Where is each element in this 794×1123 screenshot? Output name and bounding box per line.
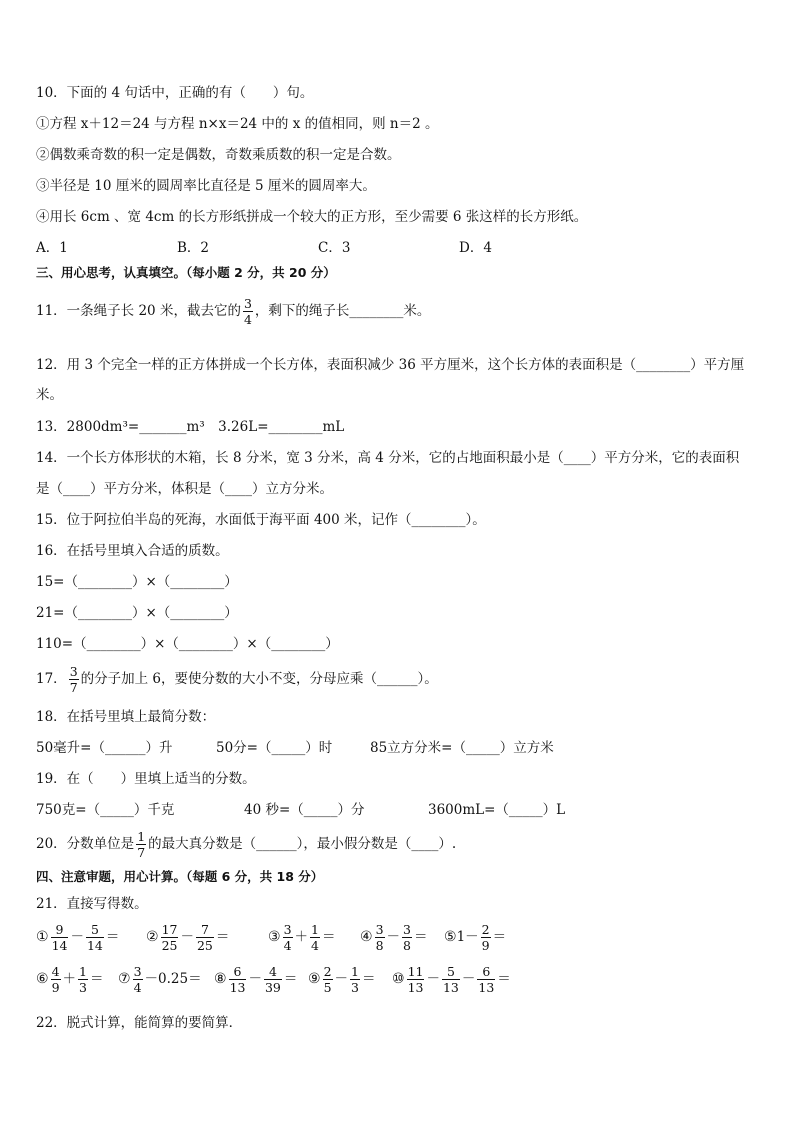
q21-expr-1: ① $\frac{9}{14}$ － $\frac{5}{14}$ ＝ [36,922,120,953]
q10-option-d[interactable]: D．4 [459,240,492,256]
q21-expr-6: ⑥ $\frac{4}{9}$ ＋ $\frac{1}{3}$ ＝ [36,964,104,995]
q21-stem: 21．直接写得数。 [36,896,148,912]
q21-expr-3: ③ $\frac{3}{4}$ ＋ $\frac{1}{4}$ ＝ [268,922,336,953]
q21-expr-8: ⑧ $\frac{6}{13}$ － $\frac{4}{39}$ ＝ [214,964,298,995]
q14-line-2: 是（____）平方分米，体积是（____）立方分米。 [36,481,333,497]
q16-row-1: 15=（________）×（________） [36,574,238,590]
q21-expr-5: ⑤1－ $\frac{2}{9}$ ＝ [444,922,507,953]
q17-pre: 17． [36,671,67,687]
q18-item-3: 85立方分米=（_____）立方米 [370,740,554,756]
q19-item-2: 40 秒=（_____）分 [244,802,365,818]
q18-stem: 18．在括号里填上最简分数： [36,709,216,725]
q17-fraction: $\frac{3}{7}$ [69,664,78,695]
q20-post: 的最大真分数是（______），最小假分数是（____）. [148,836,457,852]
q22: 22．脱式计算，能简算的要简算． [36,1015,243,1031]
q16-row-2: 21=（________）×（________） [36,605,238,621]
q14-line-1: 14．一个长方体形状的木箱，长 8 分米，宽 3 分米，高 4 分米，它的占地面积最小是（____）平方分米，它的表面积 [36,450,740,466]
q18-item-1: 50毫升=（______）升 [36,740,173,756]
q12-line-1: 12．用 3 个完全一样的正方体拼成一个长方体，表面积减少 36 平方厘米，这个长方体的表面积是（________）平方厘 [36,357,745,373]
q11 [36,296,430,327]
q10-statement-2: ②偶数乘奇数的积一定是偶数，奇数乘质数的积一定是合数。 [36,147,401,163]
q11-post: ，剩下的绳子长________米。 [254,303,431,319]
q16-stem: 16．在括号里填入合适的质数。 [36,543,229,559]
q12-line-2: 米。 [36,387,63,403]
q19-items [36,801,565,819]
section-3-heading: 三、用心思考，认真填空。（每小题 2 分，共 20 分） [36,265,336,280]
q10-option-a[interactable]: A．1 [36,240,68,256]
q18-items [36,739,554,757]
q21-expr-10: ⑩ $\frac{11}{13}$ － $\frac{5}{13}$ － $\frac{6}{13}$ ＝ [392,964,511,995]
q10-statement-3: ③半径是 10 厘米的圆周率比直径是 5 厘米的圆周率大。 [36,178,376,194]
q15: 15．位于阿拉伯半岛的死海，水面低于海平面 400 米，记作（________）。 [36,512,486,528]
q10-option-b[interactable]: B．2 [177,240,210,256]
q21-expr-2: ② $\frac{17}{25}$ － $\frac{7}{25}$ ＝ [146,922,230,953]
q20-pre: 20．分数单位是 [36,836,135,852]
q17 [36,664,438,695]
q20-fraction: $\frac{1}{7}$ [137,829,146,860]
q11-pre: 11．一条绳子长 20 米，截去它的 [36,303,241,319]
q13: 13．2800dm³=_______m³ 3.26L=________mL [36,419,345,435]
q10-statement-1: ①方程 x＋12＝24 与方程 n×x＝24 中的 x 的值相同，则 n＝2 。 [36,116,439,132]
q11-fraction: $\frac{3}{4}$ [243,296,252,327]
q21-expr-4: ④ $\frac{3}{8}$ － $\frac{3}{8}$ ＝ [360,922,428,953]
q20 [36,829,456,860]
q17-post: 的分子加上 6，要使分数的大小不变，分母应乘（______）。 [80,671,438,687]
q10-statement-4: ④用长 6cm 、宽 4cm 的长方形纸拼成一个较大的正方形，至少需要 6 张这样的长方形纸。 [36,209,588,225]
q10-options [36,239,600,257]
q21-expr-9: ⑨ $\frac{2}{5}$ － $\frac{1}{3}$ ＝ [308,964,376,995]
q21-expr-7: ⑦ $\frac{3}{4}$ －0.25＝ [118,964,202,995]
section-4-heading: 四、注意审题，用心计算。（每题 6 分，共 18 分） [36,869,324,884]
q10-option-c[interactable]: C．3 [318,240,351,256]
q18-item-2: 50分=（_____）时 [216,740,333,756]
q19-item-1: 750克=（_____）千克 [36,802,175,818]
q10-stem: 10．下面的 4 句话中，正确的有（ ）句。 [36,85,314,101]
q19-stem: 19．在（ ）里填上适当的分数。 [36,771,256,787]
q21-row-1 [36,920,506,954]
q21-row-2 [36,962,511,996]
q19-item-3: 3600mL=（_____）L [428,802,566,818]
q16-row-3: 110=（________）×（________）×（________） [36,636,339,652]
